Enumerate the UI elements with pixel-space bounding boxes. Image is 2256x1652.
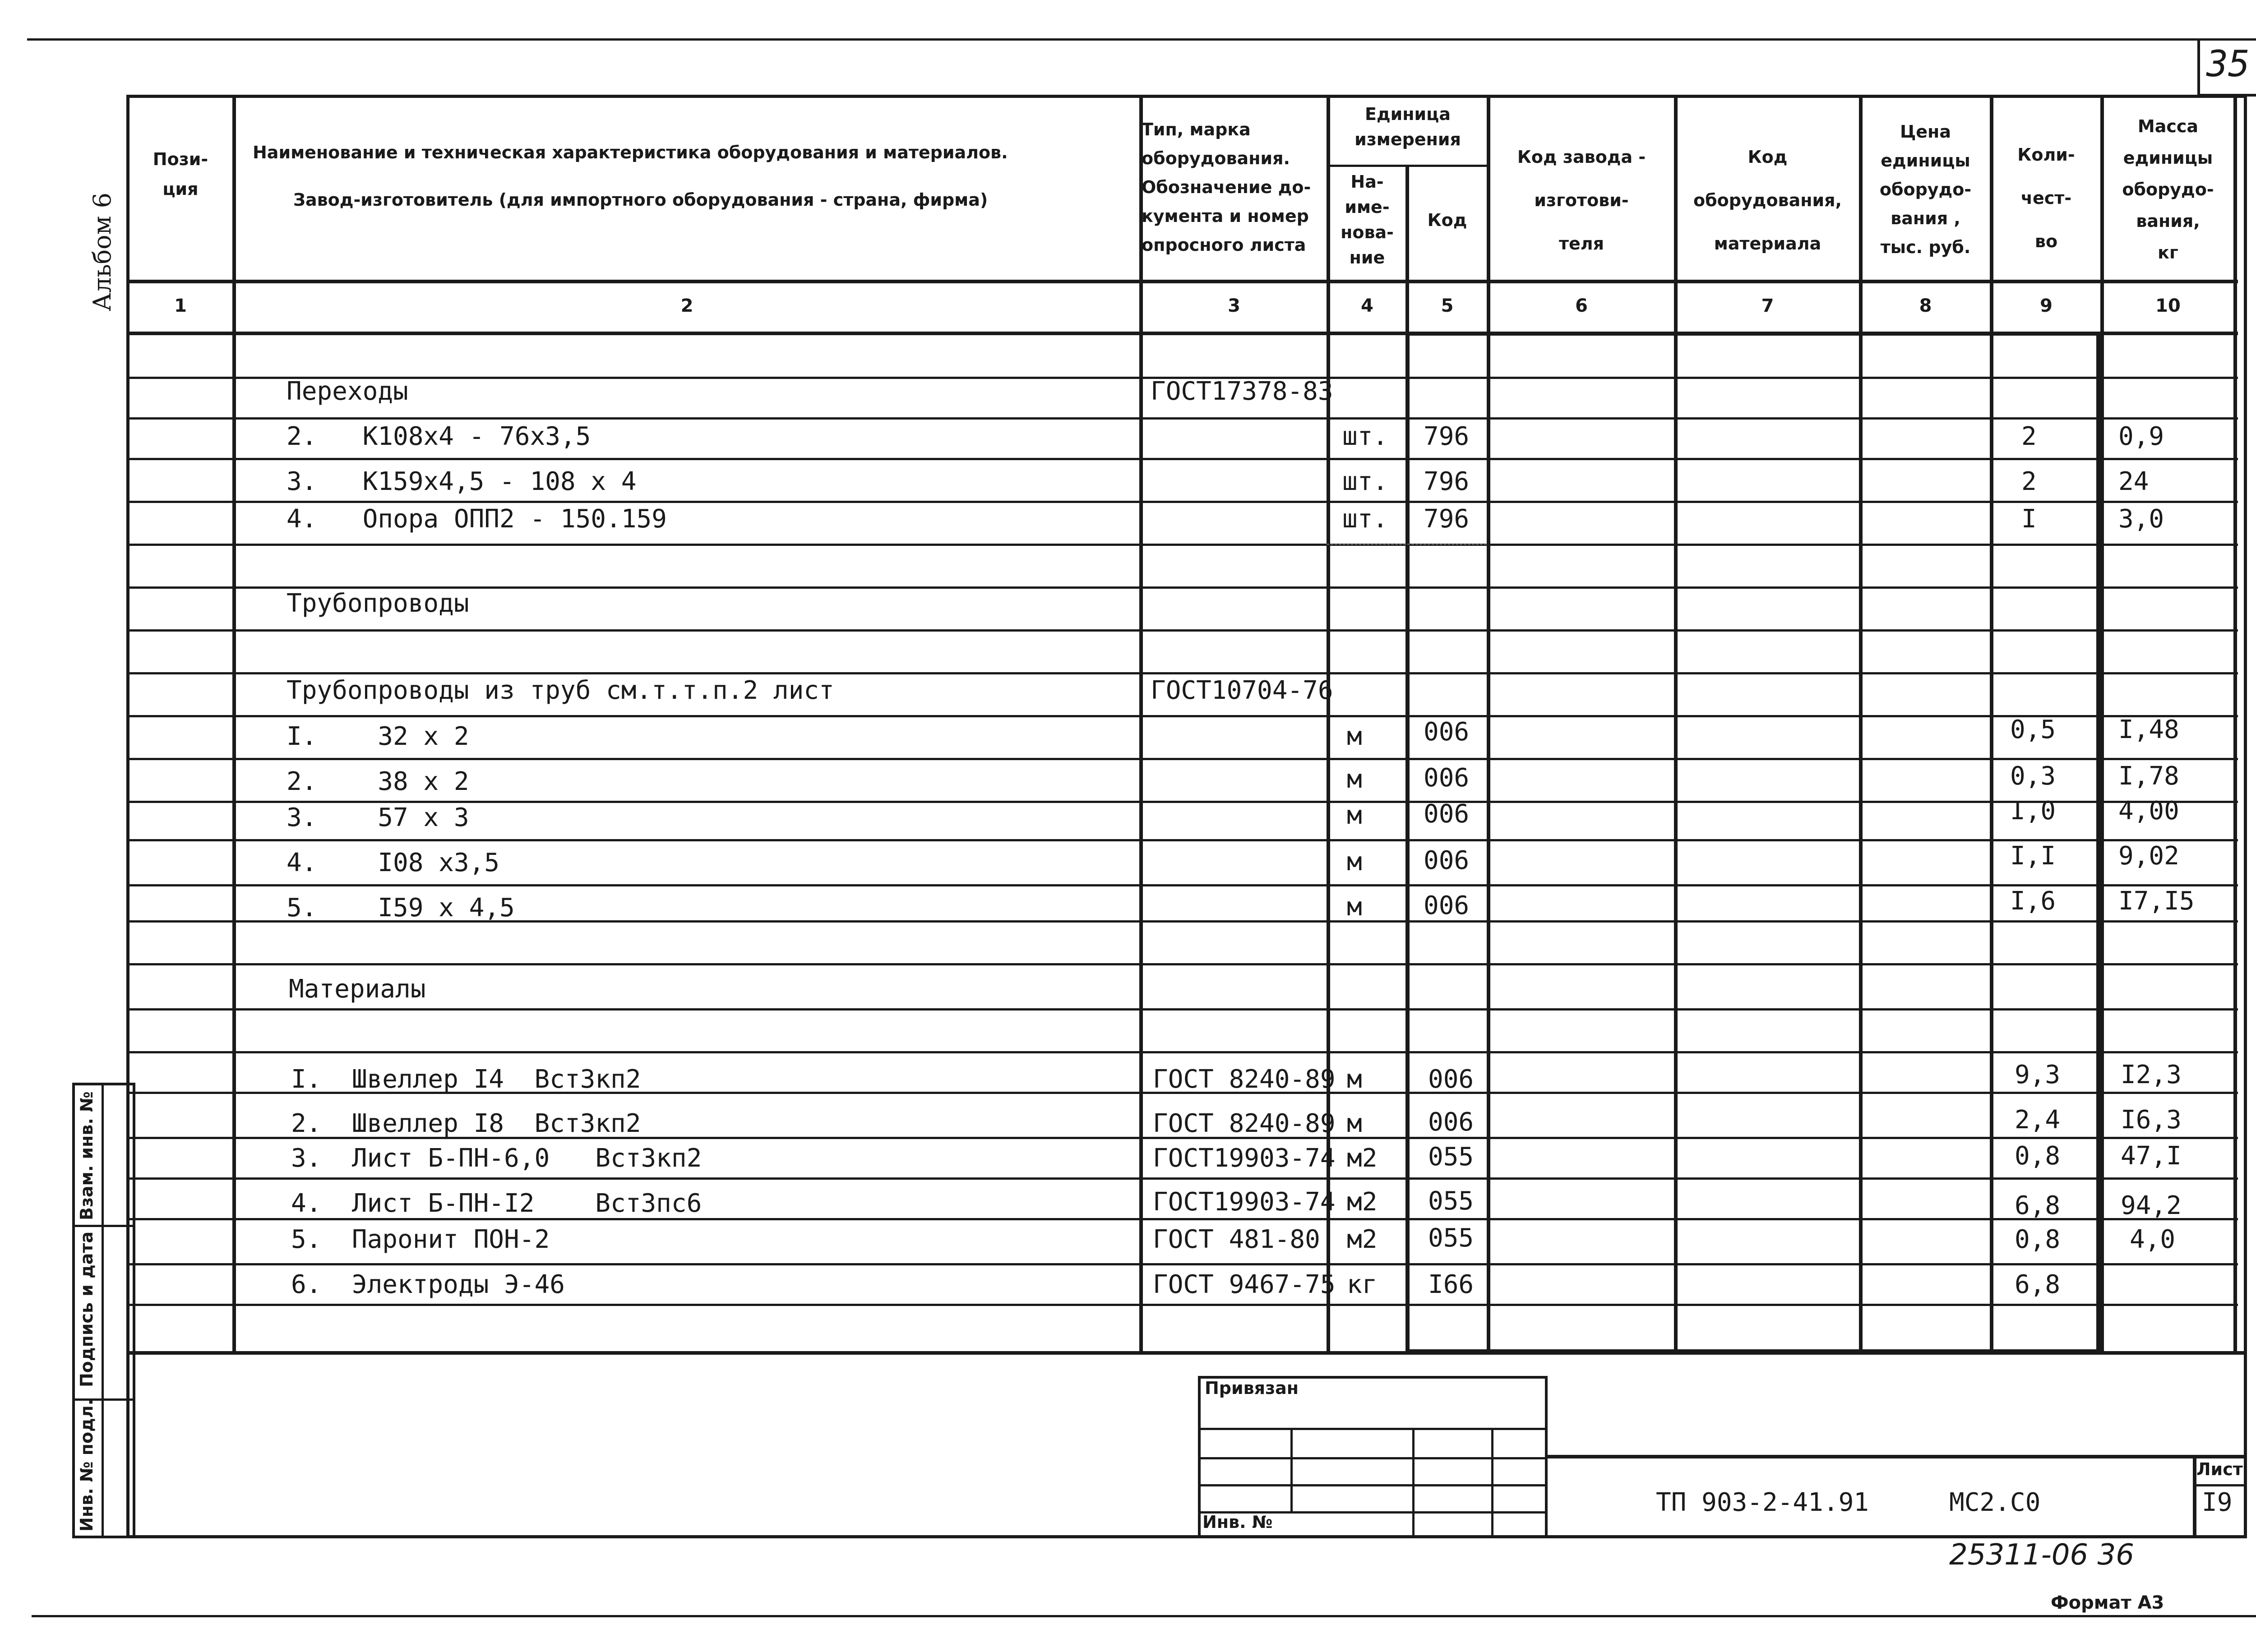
row-mass: 47,I: [2121, 1141, 2182, 1171]
row-line: [126, 1304, 2238, 1306]
header-equipment-code: Код оборудования, материала: [1693, 147, 1842, 254]
row-qty: 0,3: [2010, 761, 2056, 791]
row-unit: м: [1347, 1065, 1362, 1094]
row-unit: м2: [1347, 1187, 1378, 1217]
row-name: I. Швеллер I4 ВстЗкп2: [291, 1065, 641, 1094]
row-name: Трубопроводы: [287, 589, 469, 618]
row-mass: 4,0: [2130, 1225, 2176, 1254]
row-name: 3. К159х4,5 - 108 х 4: [287, 467, 637, 496]
side-label-podpis: Подпись и дата: [77, 1231, 97, 1387]
row-qty: 2: [2021, 422, 2037, 451]
row-name: I. 32 х 2: [287, 722, 469, 751]
sheet-number: I9: [2202, 1488, 2233, 1517]
row-line: [126, 839, 2238, 841]
row-name: 6. Электроды Э-46: [291, 1270, 565, 1299]
row-name: Переходы: [287, 377, 408, 406]
sheet-label: Лист: [2196, 1459, 2243, 1479]
header-quantity: Коли- чест- во: [2017, 145, 2075, 251]
row-line: [126, 544, 2238, 546]
row-code: 796: [1424, 467, 1470, 496]
colnum-1: 1: [174, 295, 187, 316]
privyazan-col-2: [1412, 1428, 1415, 1538]
row-code: 055: [1428, 1223, 1474, 1253]
colnum-9: 9: [2040, 295, 2053, 316]
row-name: 2. Швеллер I8 ВстЗкп2: [291, 1109, 641, 1138]
row-line: [126, 458, 2238, 460]
row-mass: 3,0: [2118, 504, 2164, 534]
top-rule: [27, 38, 2256, 41]
row-code: 006: [1424, 717, 1470, 747]
sheet-col-line: [2193, 1455, 2196, 1538]
row-qty: I,0: [2010, 796, 2056, 826]
header-bottom-line: [126, 280, 2238, 283]
row-name: Материалы: [289, 974, 426, 1004]
row-qty: 9,3: [2015, 1060, 2061, 1089]
colnum-7: 7: [1761, 295, 1774, 316]
row-line: [126, 501, 2238, 503]
row-name: 5. Паронит ПОН-2: [291, 1225, 550, 1254]
row-name: 3. Лист Б-ПН-6,0 ВстЗкп2: [291, 1144, 702, 1173]
row-unit: м: [1347, 892, 1362, 922]
row-qty: 6,8: [2015, 1270, 2061, 1299]
row-doc: ГОСТ19903-74: [1153, 1144, 1336, 1173]
footer-number: 25311-06 36: [1949, 1538, 2134, 1572]
side-stamp-line-1: [72, 1225, 135, 1227]
row-line: [126, 672, 2238, 674]
row-name: 4. Опора ОПП2 - 150.159: [287, 504, 667, 534]
footer-format: Формат А3: [2051, 1592, 2164, 1613]
row-name: 4. I08 х3,5: [287, 848, 500, 877]
row-line: [126, 715, 2238, 717]
row-doc: ГОСТ10704-76: [1151, 676, 1333, 705]
row-mass: 9,02: [2118, 841, 2179, 871]
row-code: 006: [1424, 799, 1470, 829]
row-doc: ГОСТ 481-80: [1153, 1225, 1320, 1254]
row-qty: 6,8: [2015, 1191, 2061, 1220]
colnum-2: 2: [680, 295, 693, 316]
privyazan-label: Привязан: [1205, 1378, 1299, 1398]
row-mass: I,48: [2118, 715, 2179, 744]
row-code: 006: [1424, 891, 1470, 920]
header-price: Цена единицы оборудо- вания , тыс. руб.: [1879, 122, 1972, 257]
row-mass: 4,00: [2118, 796, 2179, 826]
row-qty: I: [2021, 504, 2037, 534]
row-mass: I7,I5: [2118, 886, 2195, 916]
row-qty: I,6: [2010, 886, 2056, 916]
row-qty: I,I: [2010, 841, 2056, 871]
doc-mark: МС2.С0: [1949, 1488, 2041, 1517]
row-line: [126, 1008, 2238, 1011]
row-qty: 2: [2021, 467, 2037, 496]
row-unit: м: [1347, 847, 1362, 877]
header-unit-code: Код: [1427, 210, 1467, 230]
row-line: [126, 1177, 2238, 1180]
row-unit: шт.: [1342, 422, 1388, 451]
side-label-inv-podl: Инв. № подл.: [77, 1398, 97, 1532]
privyazan-line-3: [1198, 1484, 1548, 1486]
bottom-rule: [32, 1615, 2256, 1617]
row-code: 006: [1428, 1065, 1474, 1094]
side-stamp-divider: [102, 1083, 104, 1538]
row-code: 006: [1424, 763, 1470, 793]
doc-code: ТП 903-2-41.91: [1656, 1488, 1869, 1517]
row-code: 006: [1424, 846, 1470, 875]
colnum-10: 10: [2155, 295, 2181, 316]
row-mass: 94,2: [2121, 1191, 2182, 1220]
row-unit: м2: [1347, 1144, 1378, 1173]
header-unit: Единица измерения: [1355, 104, 1461, 149]
colnum-4: 4: [1361, 295, 1373, 316]
row-line: [126, 1218, 2238, 1220]
inv-no-label: Инв. №: [1202, 1512, 1273, 1532]
side-label-vzam: Взам. инв. №: [77, 1091, 97, 1220]
row-code: 055: [1428, 1186, 1474, 1216]
privyazan-col-1: [1290, 1428, 1293, 1511]
header-position: Пози- ция: [153, 149, 208, 199]
privyazan-col-3: [1491, 1428, 1493, 1538]
row-unit: м: [1347, 765, 1362, 794]
row-code: I66: [1428, 1270, 1474, 1299]
header-name-line1: Наименование и техническая характеристика оборудования и материалов.: [253, 143, 1008, 162]
privyazan-line-1: [1198, 1428, 1548, 1430]
row-unit: м: [1347, 722, 1362, 751]
row-line: [126, 417, 2238, 420]
header-mass: Масса единицы оборудо- вания, кг: [2122, 116, 2214, 263]
row-unit: м: [1347, 1109, 1362, 1138]
col-line-2: [1139, 95, 1143, 1353]
row-unit: шт.: [1342, 467, 1388, 496]
colnum-5: 5: [1441, 295, 1454, 316]
colnum-6: 6: [1575, 295, 1588, 316]
table-bottom-line: [126, 1351, 2247, 1355]
col-line-1: [232, 95, 236, 1353]
row-code: 055: [1428, 1142, 1474, 1172]
col-line-10: [2233, 95, 2237, 1353]
row-unit: м: [1347, 801, 1362, 830]
row-name: 3. 57 х 3: [287, 803, 469, 832]
header-unit-name: На- име- нова- ние: [1341, 172, 1394, 268]
row-code: 796: [1424, 504, 1470, 534]
row-unit: шт.: [1342, 504, 1388, 534]
row-doc: ГОСТ17378-83: [1151, 377, 1333, 406]
row-doc: ГОСТ19903-74: [1153, 1187, 1336, 1217]
row-dash-line: [1327, 544, 1487, 545]
privyazan-line-2: [1198, 1457, 1548, 1459]
row-line: [126, 884, 2238, 886]
row-qty: 0,5: [2010, 715, 2056, 744]
col-line-9: [2100, 95, 2104, 1353]
row-mass: 24: [2118, 467, 2149, 496]
row-name: 5. I59 х 4,5: [287, 893, 515, 923]
row-line: [126, 1051, 2238, 1053]
colnum-8: 8: [1919, 295, 1932, 316]
row-mass: I,78: [2118, 761, 2179, 791]
row-name: 4. Лист Б-ПН-I2 ВстЗпс6: [291, 1189, 702, 1218]
title-block-top: [1548, 1455, 2247, 1458]
code-qty-box: [1405, 332, 2100, 1353]
page-number: 35: [2206, 43, 2250, 85]
row-qty: 2,4: [2015, 1105, 2061, 1135]
header-type: Тип, марка оборудования. Обозначение до- кумента и номер опросного листа: [1142, 120, 1311, 255]
row-name: 2. К108х4 - 76х3,5: [287, 422, 591, 451]
row-doc: ГОСТ 9467-75: [1153, 1270, 1336, 1299]
row-unit: кг: [1347, 1270, 1378, 1299]
row-name: Трубопроводы из труб см.т.т.п.2 лист: [287, 676, 834, 705]
header-factory-code: Код завода - изготови- теля: [1517, 147, 1646, 254]
row-qty: 0,8: [2015, 1141, 2061, 1171]
row-line: [126, 629, 2238, 632]
row-code: 796: [1424, 422, 1470, 451]
header-name-line2: Завод-изготовитель (для импортного оборудования - страна, фирма): [293, 190, 988, 210]
album-label: Альбом 6: [88, 192, 116, 311]
row-line: [126, 758, 2238, 760]
row-mass: 0,9: [2118, 422, 2164, 451]
sheet-label-line: [2193, 1484, 2247, 1486]
row-line: [126, 963, 2238, 965]
colnum-3: 3: [1228, 295, 1240, 316]
row-mass: I6,3: [2121, 1105, 2182, 1135]
row-doc: ГОСТ 8240-89: [1153, 1065, 1336, 1094]
row-unit: м2: [1347, 1225, 1378, 1254]
row-name: 2. 38 х 2: [287, 767, 469, 796]
row-code: 006: [1428, 1107, 1474, 1137]
row-doc: ГОСТ 8240-89: [1153, 1109, 1336, 1138]
row-mass: I2,3: [2121, 1060, 2182, 1089]
row-line: [126, 1263, 2238, 1265]
row-qty: 0,8: [2015, 1225, 2061, 1254]
